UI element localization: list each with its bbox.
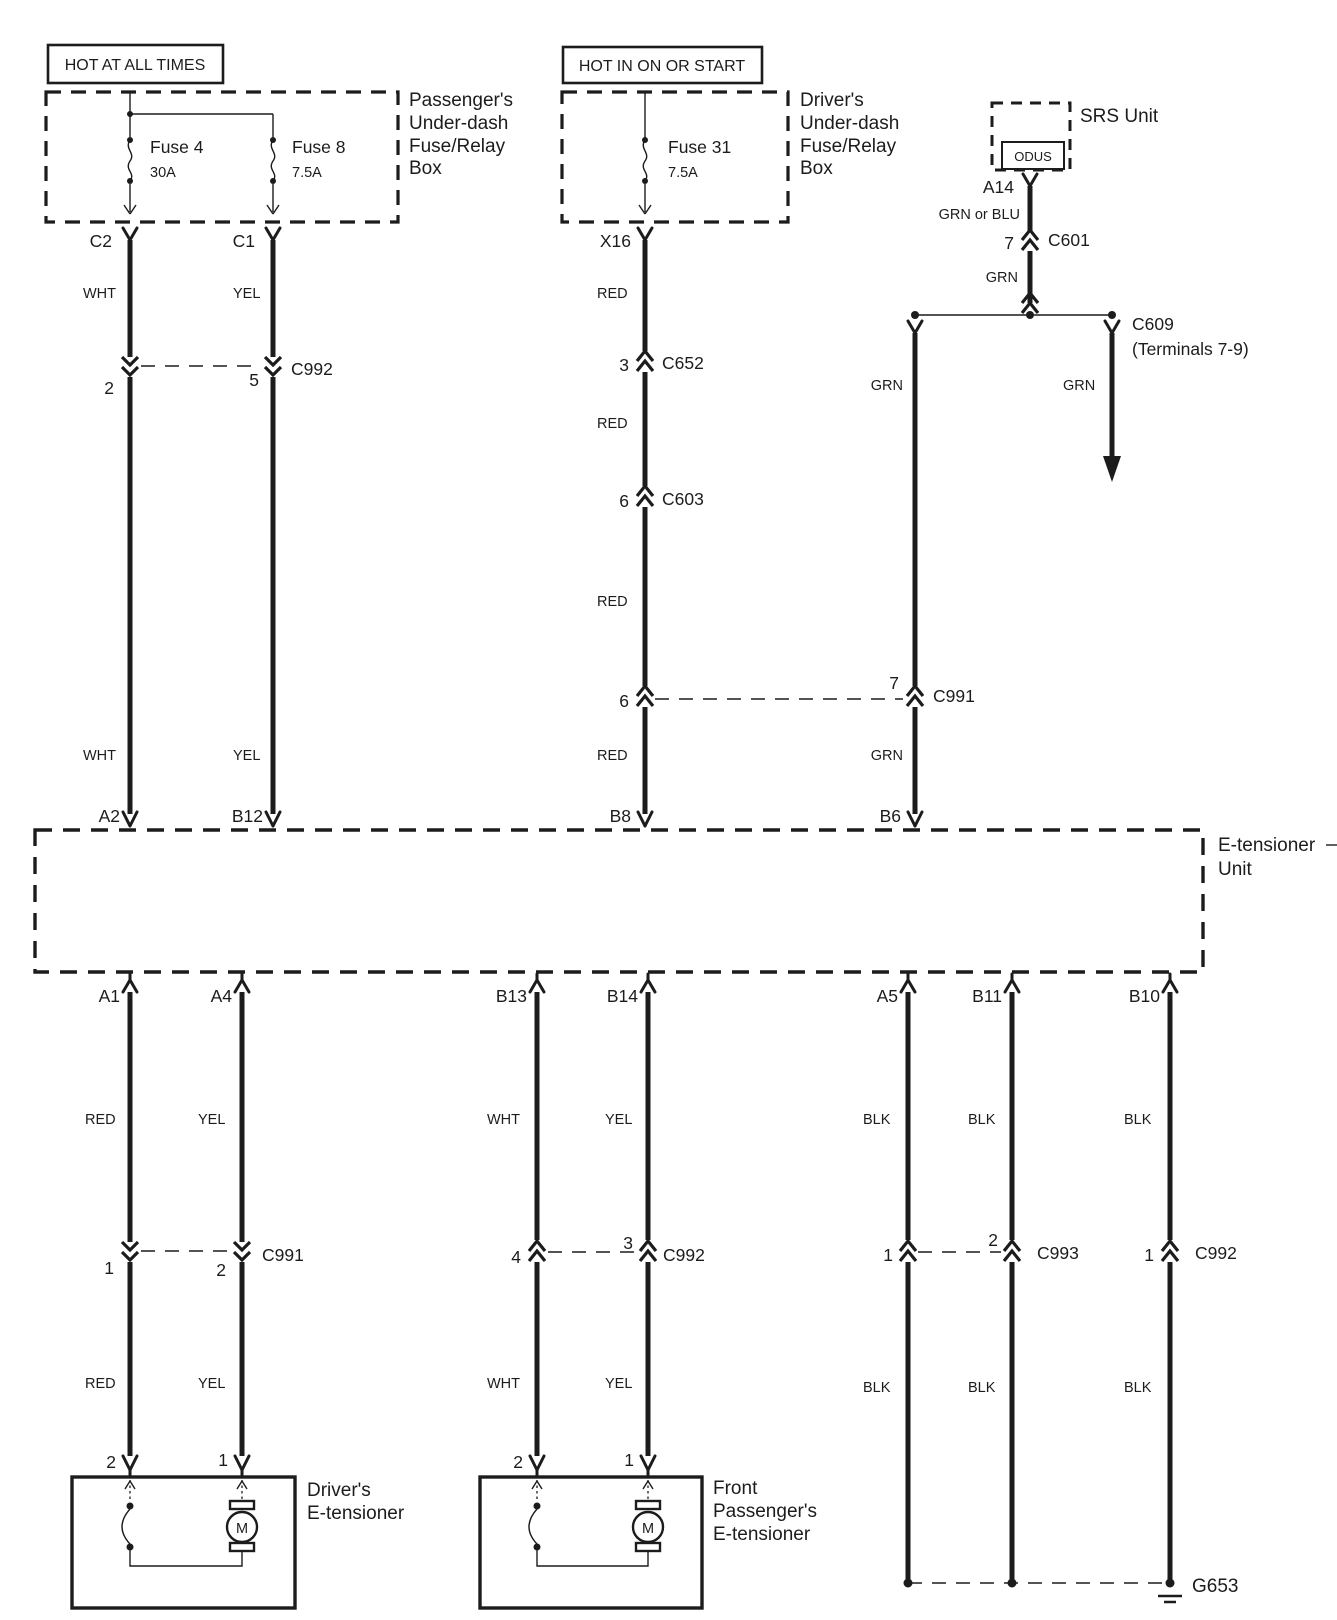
motor-brush-top bbox=[230, 1501, 254, 1509]
driver-fusebox-outline bbox=[562, 92, 788, 222]
switch-blade-icon bbox=[122, 1509, 130, 1544]
fuse8-bottom-terminal bbox=[270, 178, 276, 184]
connector-c992-top-right-chevrons-icon bbox=[265, 357, 281, 375]
pin-b14-fork-icon bbox=[641, 974, 655, 992]
banner-hot-in-on-or-start: HOT IN ON OR START bbox=[578, 58, 746, 75]
connector-c601-chevrons-icon bbox=[1022, 230, 1038, 250]
splice-dot bbox=[911, 311, 919, 319]
fuse4-bottom-terminal bbox=[127, 178, 133, 184]
ground-splice-dot bbox=[1008, 1579, 1017, 1588]
fuse4-rating: 30A bbox=[150, 165, 176, 181]
wire-color-red: RED bbox=[85, 1112, 116, 1128]
connector-c991-mid-left-chevrons-icon bbox=[637, 686, 653, 706]
wire-color-grn-right: GRN bbox=[1063, 378, 1096, 394]
fuse8-element-icon bbox=[271, 140, 274, 181]
connector-c992-top-pin2: 2 bbox=[104, 378, 114, 398]
pin-b6-label: B6 bbox=[879, 806, 901, 826]
fuse4-name: Fuse 4 bbox=[150, 137, 204, 157]
motor-brush-top bbox=[636, 1501, 660, 1509]
pin-c1-fork-icon bbox=[266, 228, 280, 240]
connector-c601-name: C601 bbox=[1048, 230, 1090, 250]
wire-color-blk-lower: BLK bbox=[863, 1380, 891, 1396]
driver-et-pin1-label: 1 bbox=[218, 1450, 228, 1470]
wire-color-grn-or-blu: GRN or BLU bbox=[938, 207, 1020, 223]
etensioner-bottom-pins-group bbox=[99, 974, 1177, 1006]
passenger-et-pin2-label: 2 bbox=[513, 1452, 523, 1472]
odus-module-label: ODUS bbox=[1014, 149, 1052, 164]
pin-a4-label: A4 bbox=[210, 986, 232, 1006]
connector-c992-bot-left-chevrons-icon bbox=[529, 1241, 545, 1261]
switch-contact-dot bbox=[127, 1544, 134, 1551]
connector-c652-chevrons-icon bbox=[637, 351, 653, 371]
passenger-fusebox-outline bbox=[46, 92, 398, 222]
wire-color-blk: BLK bbox=[1124, 1112, 1152, 1128]
connector-c991-mid-name: C991 bbox=[933, 686, 975, 706]
connector-c652-name: C652 bbox=[662, 353, 704, 373]
ground-splice-dot bbox=[904, 1579, 913, 1588]
fuse31-name: Fuse 31 bbox=[668, 137, 732, 157]
pin-a1-fork-icon bbox=[123, 974, 137, 992]
connector-c992-right-name: C992 bbox=[1195, 1243, 1237, 1263]
passenger-etensioner-label-line3: E-tensioner bbox=[713, 1524, 811, 1545]
wire-color-yel-lower: YEL bbox=[198, 1376, 226, 1392]
wire-color-red-lower: RED bbox=[85, 1376, 116, 1392]
switch-contact-dot bbox=[127, 1503, 134, 1510]
driver-et-pin2-label: 2 bbox=[106, 1452, 116, 1472]
wire-color-red3: RED bbox=[597, 594, 628, 610]
switch-blade-icon bbox=[529, 1509, 537, 1544]
fuse4-element-icon bbox=[128, 140, 131, 181]
wire-color-yel-lower: YEL bbox=[233, 748, 261, 764]
pin-b12-label: B12 bbox=[231, 806, 263, 826]
wire-color-grn-lower: GRN bbox=[870, 748, 903, 764]
fuse8-rating: 7.5A bbox=[292, 165, 322, 181]
wire-color-red4: RED bbox=[597, 748, 628, 764]
c609-left-fork-icon bbox=[908, 321, 922, 333]
wire-color-blk-lower: BLK bbox=[968, 1380, 996, 1396]
connector-c991-bot-pin2: 2 bbox=[216, 1260, 226, 1280]
driver-fusebox-label-line3: Fuse/Relay bbox=[800, 136, 897, 157]
pin-x16-label: X16 bbox=[599, 231, 631, 251]
fuse8-name: Fuse 8 bbox=[292, 137, 346, 157]
connector-c991-mid-pin7: 7 bbox=[889, 673, 899, 693]
splice-dot bbox=[1026, 311, 1034, 319]
switch-contact-dot bbox=[534, 1544, 541, 1551]
pin-c1-label: C1 bbox=[232, 231, 255, 251]
left-circuit-group bbox=[83, 228, 333, 826]
connector-c992-bot-pin4: 4 bbox=[511, 1247, 521, 1267]
pin-b8-fork-icon bbox=[638, 812, 652, 826]
pin-b11-fork-icon bbox=[1005, 974, 1019, 992]
c609-right-fork-icon bbox=[1105, 321, 1119, 333]
driver-fusebox-label-line4: Box bbox=[800, 158, 833, 179]
srs-unit-title: SRS Unit bbox=[1080, 106, 1159, 127]
pin-a2-fork-icon bbox=[123, 812, 137, 826]
wire-color-yel-lower: YEL bbox=[605, 1376, 633, 1392]
connector-c992-top-left-chevrons-icon bbox=[122, 357, 138, 375]
connector-c601-pin: 7 bbox=[1004, 233, 1014, 253]
pin-a2-label: A2 bbox=[98, 806, 120, 826]
pin-b6-fork-icon bbox=[908, 812, 922, 826]
pin-1-fork-icon bbox=[641, 1456, 655, 1477]
connector-c652-pin: 3 bbox=[619, 355, 629, 375]
driver-fusebox-label-line1: Driver's bbox=[800, 90, 864, 111]
pin-2-fork-icon bbox=[123, 1456, 137, 1477]
fuse8-output-arrow-icon bbox=[267, 184, 279, 214]
connector-c993-name: C993 bbox=[1037, 1243, 1079, 1263]
pin-a1-label: A1 bbox=[98, 986, 120, 1006]
connector-c993-pin1: 1 bbox=[883, 1245, 893, 1265]
switch-to-motor-line bbox=[537, 1550, 648, 1566]
switch-to-motor-line bbox=[130, 1550, 242, 1566]
pin-a5-fork-icon bbox=[901, 974, 915, 992]
fusebox-feed-line bbox=[130, 92, 273, 137]
pin-a14-label: A14 bbox=[982, 177, 1014, 197]
connector-c993-left-chevrons-icon bbox=[900, 1241, 916, 1261]
passenger-fusebox-label-line1: Passenger's bbox=[409, 90, 513, 111]
wire-color-yel: YEL bbox=[605, 1112, 633, 1128]
connector-c991-bot-pin1: 1 bbox=[104, 1258, 114, 1278]
wire-color-red2: RED bbox=[597, 416, 628, 432]
pin-a4-fork-icon bbox=[235, 974, 249, 992]
passenger-et-pin1-label: 1 bbox=[624, 1450, 634, 1470]
connector-c992-right-pin1: 1 bbox=[1144, 1245, 1154, 1265]
wire-color-yel: YEL bbox=[233, 286, 261, 302]
pin-b11-label: B11 bbox=[972, 986, 1002, 1006]
connector-c991-bot-name: C991 bbox=[262, 1245, 304, 1265]
connector-c993-right-chevrons-icon bbox=[1004, 1241, 1020, 1261]
etensioner-unit-label-line1: E-tensioner bbox=[1218, 835, 1316, 856]
passenger-fusebox-group bbox=[46, 45, 513, 222]
motor-brush-bottom bbox=[230, 1543, 254, 1551]
connector-c603-chevrons-icon bbox=[637, 486, 653, 506]
ground-splice-dot bbox=[1166, 1579, 1175, 1588]
wire-color-wht-lower: WHT bbox=[83, 748, 117, 764]
passenger-etensioner-box bbox=[480, 1477, 702, 1608]
motor-letter: M bbox=[641, 1521, 655, 1537]
switch-contact-dot bbox=[534, 1503, 541, 1510]
connector-c992-top-name: C992 bbox=[291, 359, 333, 379]
ground-icon bbox=[1158, 1596, 1182, 1602]
splice-dot bbox=[1108, 311, 1116, 319]
etensioner-unit-label-line2: Unit bbox=[1218, 859, 1252, 880]
splice-dot bbox=[127, 111, 133, 117]
driver-etensioner-branch-group bbox=[72, 992, 405, 1608]
pin-b12-fork-icon bbox=[266, 812, 280, 826]
etensioner-unit-group bbox=[35, 830, 1337, 972]
wire-color-blk-lower: BLK bbox=[1124, 1380, 1152, 1396]
pin-b13-label: B13 bbox=[495, 986, 527, 1006]
wire-color-grn-left: GRN bbox=[870, 378, 903, 394]
connector-c992-bot-right-chevrons-icon bbox=[640, 1241, 656, 1261]
wire-color-grn: GRN bbox=[985, 270, 1018, 286]
srs-unit-group bbox=[911, 103, 1249, 482]
connector-c991-mid-pin6: 6 bbox=[619, 691, 629, 711]
pin-b13-fork-icon bbox=[530, 974, 544, 992]
pin-2-fork-icon bbox=[530, 1456, 544, 1477]
ground-g653-label: G653 bbox=[1192, 1576, 1239, 1597]
etensioner-unit-outline bbox=[35, 830, 1203, 972]
pin-a5-label: A5 bbox=[876, 986, 898, 1006]
wire-color-wht: WHT bbox=[83, 286, 117, 302]
connector-c992-top-pin5: 5 bbox=[249, 370, 259, 390]
banner-hot-at-all-times: HOT AT ALL TIMES bbox=[64, 57, 206, 74]
motor-letter: M bbox=[235, 1521, 249, 1537]
pin-b10-fork-icon bbox=[1163, 974, 1177, 992]
fuse4-output-arrow-icon bbox=[124, 184, 136, 214]
fuse31-element-icon bbox=[643, 140, 646, 181]
connector-c609-name: C609 bbox=[1132, 314, 1174, 334]
connector-c992-bot-pin3: 3 bbox=[623, 1233, 633, 1253]
wire-color-wht-lower: WHT bbox=[487, 1376, 521, 1392]
pin-x16-fork-icon bbox=[638, 228, 652, 240]
pin-c2-fork-icon bbox=[123, 228, 137, 240]
driver-fusebox-label-line2: Under-dash bbox=[800, 113, 900, 134]
passenger-fusebox-label-line2: Under-dash bbox=[409, 113, 509, 134]
driver-fusebox-group bbox=[562, 47, 899, 222]
pin-a14-fork-icon bbox=[1023, 174, 1037, 186]
passenger-fusebox-label-line4: Box bbox=[409, 158, 442, 179]
connector-c993-pin2: 2 bbox=[988, 1230, 998, 1250]
connector-c991-mid-right-chevrons-icon bbox=[907, 686, 923, 706]
passenger-etensioner-label-line1: Front bbox=[713, 1478, 758, 1499]
driver-etensioner-box bbox=[72, 1477, 295, 1608]
pin-c2-label: C2 bbox=[89, 231, 112, 251]
connector-c992-right-chevrons-icon bbox=[1162, 1241, 1178, 1261]
connector-c992-bot-name: C992 bbox=[663, 1245, 705, 1265]
wire-color-red1: RED bbox=[597, 286, 628, 302]
ground-branch-group bbox=[863, 992, 1238, 1602]
motor-brush-bottom bbox=[636, 1543, 660, 1551]
passenger-etensioner-branch-group bbox=[480, 992, 817, 1608]
wire-color-blk: BLK bbox=[968, 1112, 996, 1128]
arrow-down-icon bbox=[1103, 456, 1121, 482]
fuse31-bottom-terminal bbox=[642, 178, 648, 184]
driver-etensioner-label-line2: E-tensioner bbox=[307, 1503, 405, 1524]
connector-c603-pin: 6 bbox=[619, 491, 629, 511]
connector-c991-bot-left-chevrons-icon bbox=[122, 1242, 138, 1260]
passenger-etensioner-label-line2: Passenger's bbox=[713, 1501, 817, 1522]
wire-color-yel: YEL bbox=[198, 1112, 226, 1128]
pin-b14-label: B14 bbox=[606, 986, 638, 1006]
passenger-fusebox-label-line3: Fuse/Relay bbox=[409, 136, 506, 157]
pin-b10-label: B10 bbox=[1128, 986, 1160, 1006]
connector-c991-bot-right-chevrons-icon bbox=[234, 1242, 250, 1260]
driver-etensioner-label-line1: Driver's bbox=[307, 1480, 371, 1501]
pin-b8-label: B8 bbox=[609, 806, 631, 826]
connector-c609-note: (Terminals 7-9) bbox=[1132, 339, 1249, 359]
pin-1-fork-icon bbox=[235, 1456, 249, 1477]
fuse31-rating: 7.5A bbox=[668, 165, 698, 181]
connector-c603-name: C603 bbox=[662, 489, 704, 509]
middle-circuit-group bbox=[597, 228, 975, 826]
fuse31-output-arrow-icon bbox=[639, 184, 651, 214]
wire-color-blk: BLK bbox=[863, 1112, 891, 1128]
wire-color-wht: WHT bbox=[487, 1112, 521, 1128]
